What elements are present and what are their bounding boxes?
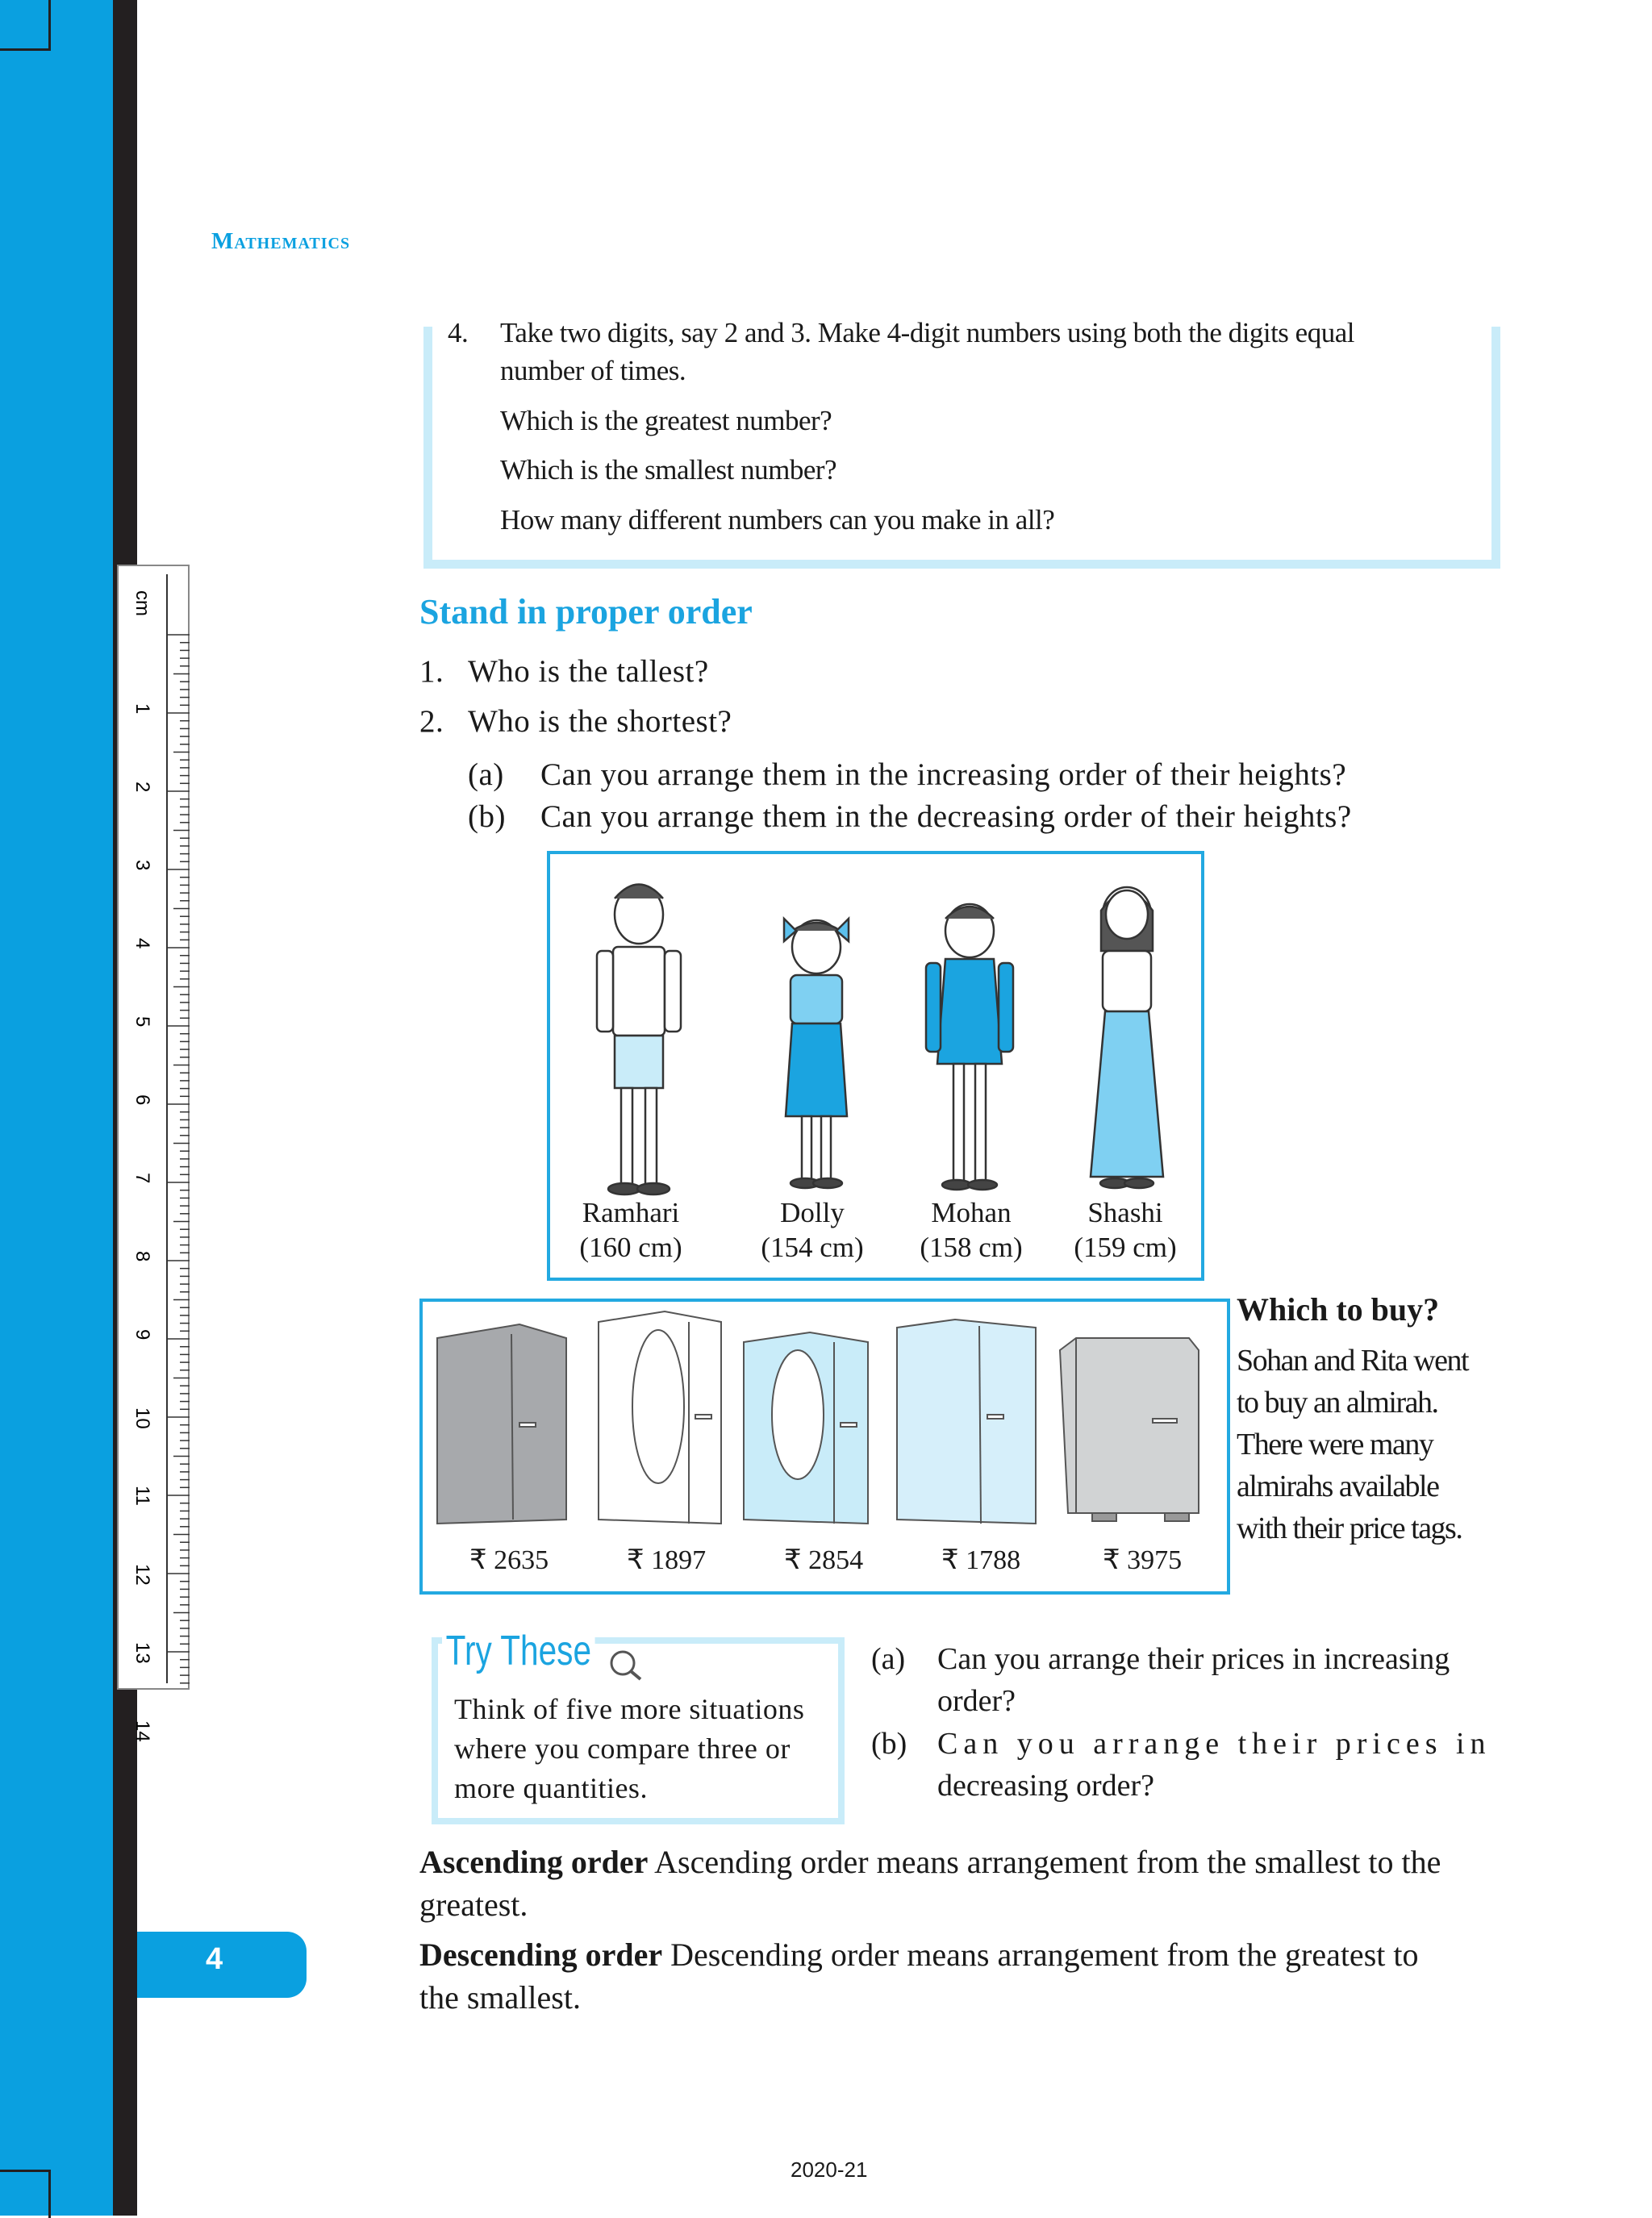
child-ramhari-figure: [597, 885, 681, 1195]
almirah-4-figure: [897, 1320, 1036, 1524]
child-name-shashi: Shashi: [1087, 1197, 1163, 1228]
ruler-number-label: 1: [131, 703, 153, 715]
almirah-illustration: [423, 1302, 1227, 1544]
children-illustration-frame: [547, 851, 1204, 1281]
question-b-label: (b): [468, 799, 506, 834]
question-4-number: 4.: [448, 317, 469, 348]
almirah-4-price: ₹ 1788: [941, 1545, 1021, 1575]
child-dolly-figure: [784, 919, 849, 1188]
child-height-ramhari: (160 cm): [579, 1232, 682, 1263]
which-to-buy-line1: Sohan and Rita went: [1237, 1344, 1469, 1378]
child-name-ramhari: Ramhari: [582, 1197, 680, 1228]
ruler-number-label: 3: [131, 860, 153, 871]
almirah-5-figure: [1060, 1338, 1199, 1521]
which-to-buy-line2: to buy an almirah.: [1237, 1386, 1438, 1420]
child-height-dolly: (154 cm): [761, 1232, 864, 1263]
descending-text-line2: the smallest.: [419, 1979, 581, 2016]
crop-mark-bottom: [0, 2170, 51, 2218]
ruler-number-label: 4: [131, 938, 153, 949]
question-2-number: 2.: [419, 704, 444, 739]
ruler-number-label: 2: [131, 782, 153, 793]
ruler-number-label: 8: [131, 1251, 153, 1262]
page-number: 4: [206, 1942, 223, 1976]
left-margin-strip: [0, 0, 113, 2216]
almirah-5-price: ₹ 3975: [1103, 1545, 1183, 1575]
child-name-mohan: Mohan: [931, 1197, 1012, 1228]
which-to-buy-line5: with their price tags.: [1237, 1511, 1462, 1545]
magnifier-icon: [607, 1647, 644, 1682]
which-to-buy-line4: almirahs available: [1237, 1470, 1439, 1503]
arrange-a-line1: Can you arrange their prices in increasing: [937, 1642, 1450, 1676]
question-4-q2: Which is the smallest number?: [500, 454, 837, 486]
ruler-unit-label: cm: [131, 590, 153, 616]
question-a-label: (a): [468, 757, 504, 792]
ruler-number-label: 13: [131, 1642, 153, 1664]
try-these-line1: Think of five more situations: [454, 1693, 805, 1725]
ruler-number-label: 11: [131, 1486, 153, 1506]
ruler-number-label: 5: [131, 1016, 153, 1028]
question-4-line2: number of times.: [500, 355, 686, 386]
try-these-line2: where you compare three or: [454, 1732, 791, 1765]
crop-mark-top: [0, 0, 51, 51]
footer-year: 2020-21: [791, 2158, 868, 2182]
descending-term: Descending order: [419, 1937, 663, 1973]
question-a-text: Can you arrange them in the increasing order of their heights?: [540, 757, 1347, 792]
question-4-line1: Take two digits, say 2 and 3. Make 4-digit numbers using both the digits equal: [500, 317, 1354, 348]
ascending-definition: [419, 1843, 1441, 1881]
almirah-2-price: ₹ 1897: [627, 1545, 707, 1575]
ascending-text-line2: greatest.: [419, 1887, 528, 1923]
question-1-number: 1.: [419, 654, 444, 689]
which-to-buy-title: Which to buy?: [1237, 1291, 1440, 1328]
almirah-3-price: ₹ 2854: [784, 1545, 864, 1575]
descending-definition: [419, 1936, 1418, 1974]
ruler: [117, 565, 190, 1742]
ruler-number-label: 12: [131, 1564, 153, 1586]
child-height-mohan: (158 cm): [920, 1232, 1023, 1263]
almirah-1-figure: [437, 1324, 566, 1524]
arrange-b-label: (b): [871, 1727, 907, 1761]
arrange-a-label: (a): [871, 1642, 906, 1676]
child-mohan-figure: [926, 904, 1013, 1190]
ruler-number-label: 6: [131, 1094, 153, 1106]
arrange-b-line1: Can you arrange their prices in: [937, 1727, 1491, 1761]
ruler-number-label: 14: [131, 1720, 153, 1742]
descending-text: Descending order means arrangement from the greatest to: [662, 1937, 1419, 1973]
question-b-text: Can you arrange them in the decreasing order of their heights?: [540, 799, 1352, 834]
child-shashi-figure: [1091, 887, 1163, 1188]
ruler-number-label: 10: [131, 1407, 153, 1429]
ruler-number-label: 7: [131, 1173, 153, 1184]
question-4-q1: Which is the greatest number?: [500, 405, 832, 436]
almirah-illustration-frame: [419, 1299, 1230, 1595]
child-height-shashi: (159 cm): [1074, 1232, 1177, 1263]
question-4-q3: How many different numbers can you make in all?: [500, 504, 1055, 536]
ascending-term: Ascending order: [419, 1844, 649, 1880]
question-2-text: Who is the shortest?: [468, 704, 732, 739]
ascending-text: Ascending order means arrangement from the smallest to the: [648, 1844, 1441, 1880]
child-name-dolly: Dolly: [780, 1197, 845, 1228]
arrange-a-line2: order?: [937, 1684, 1016, 1718]
ruler-scale: [119, 566, 191, 1742]
arrange-b-line2: decreasing order?: [937, 1769, 1155, 1803]
ruler-number-label: 9: [131, 1329, 153, 1340]
almirah-3-figure: [744, 1332, 868, 1524]
which-to-buy-line3: There were many: [1237, 1428, 1433, 1461]
almirah-2-figure: [599, 1311, 721, 1524]
try-these-line3: more quantities.: [454, 1772, 648, 1804]
question-1-text: Who is the tallest?: [468, 654, 709, 689]
subject-header: Mathematics: [211, 228, 351, 254]
try-these-title: Try These: [442, 1627, 595, 1675]
section-title: Stand in proper order: [419, 592, 753, 632]
almirah-1-price: ₹ 2635: [469, 1545, 549, 1575]
